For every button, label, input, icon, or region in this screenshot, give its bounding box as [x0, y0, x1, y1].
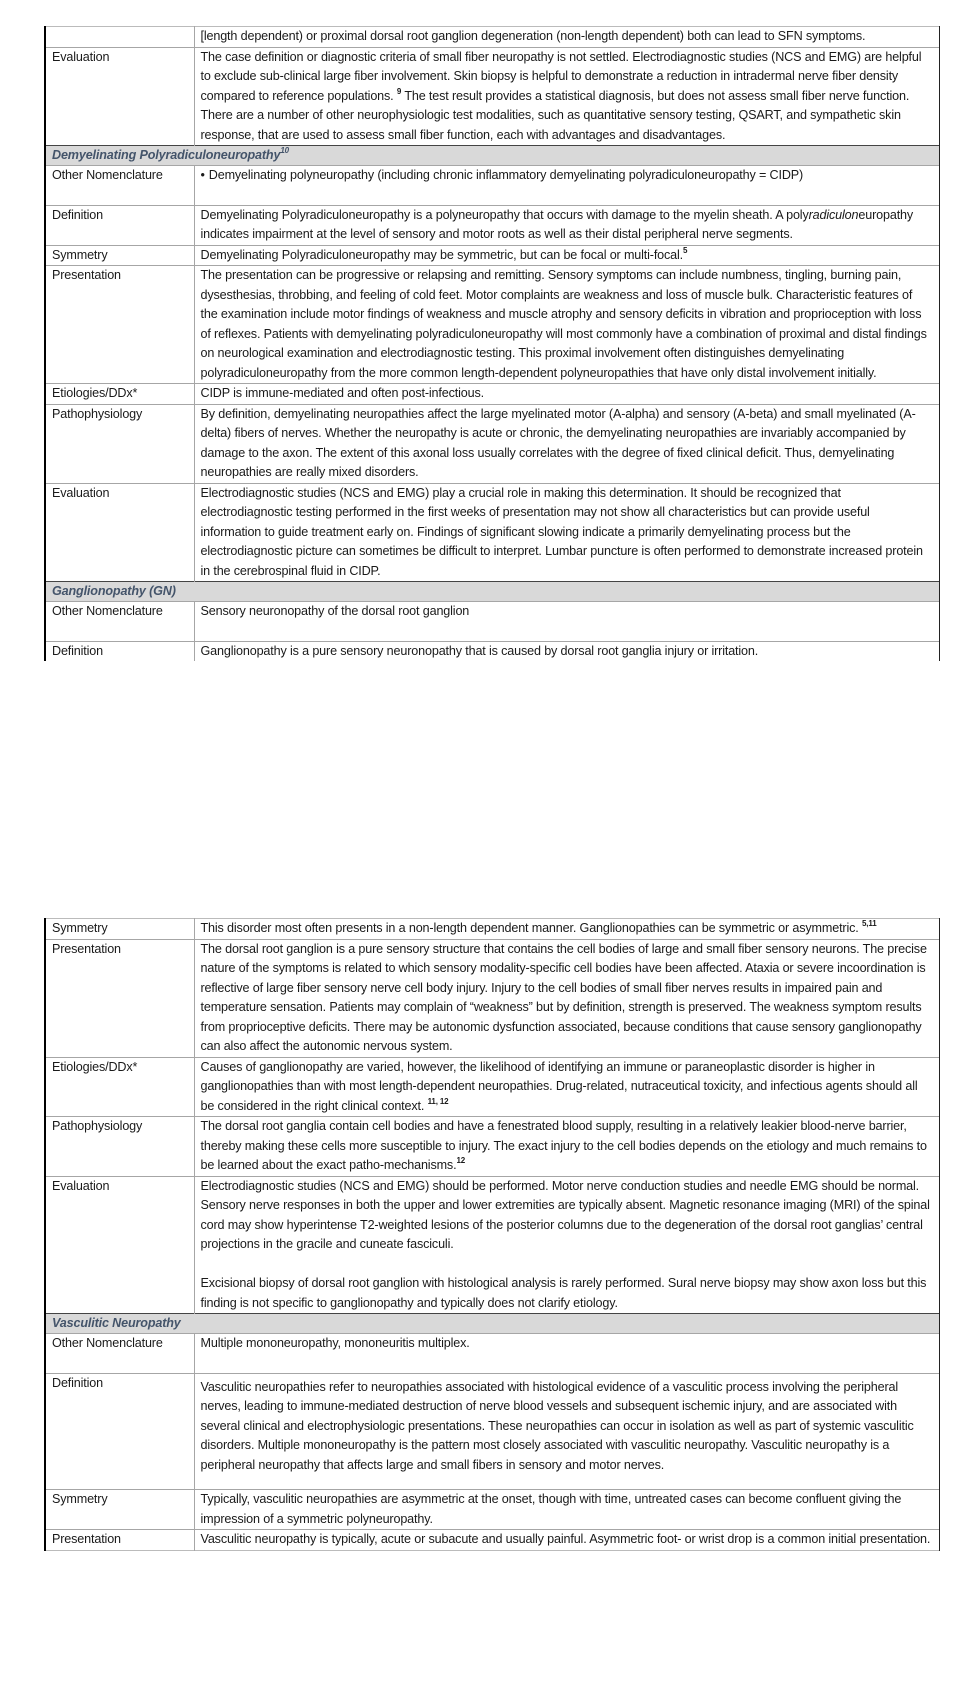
table-row — [45, 483, 939, 582]
row-content — [194, 1333, 939, 1373]
row-label: Evaluation — [45, 47, 194, 146]
content-text: Sensory neuronopathy of the dorsal root ganglion — [200, 603, 470, 618]
content-text: Multiple mononeuropathy, mononeuritis multiplex. — [200, 1335, 470, 1350]
row-content: [length dependent) or proximal dorsal root ganglion degeneration (non-length dependent) both can lead to SFN symptoms. — [194, 27, 939, 48]
row-label: Other Nomenclature — [45, 1333, 194, 1373]
row-content — [194, 245, 939, 266]
section-title: Vasculitic Neuropathy — [45, 1314, 939, 1334]
row-label: Pathophysiology — [45, 1117, 194, 1177]
row-label: Presentation — [45, 939, 194, 1057]
table-row — [45, 1333, 939, 1373]
row-content: Electrodiagnostic studies (NCS and EMG) play a crucial role in making this determination. It should be recognized that electrodiagnostic testing performed in the first weeks of presentation may not show all characteristics but can provide useful information to guide treatment early on. Findings of significant slowing indicate a primarily demyelinating process but the electrodiagnostic picture can sometimes be difficult to interpret. Lumbar puncture is often performed to demonstrate increased protein in the cerebrospinal fluid in CIDP. — [194, 483, 939, 582]
row-content: By definition, demyelinating neuropathies affect the large myelinated motor (A-alpha) and sensory (A-beta) and small myelinated (A-delta) fibers of nerves. Whether the neuropathy is acute or chronic, the demyelinating neuropathies are invariably accompanied by damage to the axon. The extent of this axonal loss usually correlates with the degree of fixed clinical deficit. Thus, demyelinating neuropathies are really mixed disorders. — [194, 404, 939, 483]
section-header-row — [45, 1314, 939, 1334]
table-row — [45, 245, 939, 266]
row-label: Etiologies/DDx* — [45, 1057, 194, 1117]
citation-superscript: 12 — [456, 1156, 466, 1165]
document-page-1 — [44, 26, 938, 661]
table-row — [45, 1057, 939, 1117]
neuropathy-table-page-1 — [44, 26, 940, 661]
content-text: Demyelinating polyneuropathy (including chronic inflammatory demyelinating polyradiculoneuropathy = CIDP) — [208, 167, 804, 182]
section-title — [45, 146, 939, 166]
row-content — [194, 1057, 939, 1117]
citation-superscript: 5 — [683, 245, 688, 255]
table-row — [45, 939, 939, 1057]
row-content — [194, 1117, 939, 1177]
table-row — [45, 165, 939, 205]
table-row — [45, 384, 939, 405]
content-text: The test result provides a statistical diagnosis, but does not assess small fiber nerve function. There are a number of other neurophysiologic test modalities, such as quantitative sensory testing, QSART, and sympathetic skin response, that are used to assess small fiber function, each with advantages and disadvantages. — [200, 88, 910, 142]
content-text: Electrodiagnostic studies (NCS and EMG) should be performed. Motor nerve conduction studies and needle EMG should be normal. Sensory nerve responses in both the upper and lower extremities are typically absent. Magnetic resonance imaging (MRI) of the spinal cord may show hyperintense T2-weighted lesions of the posterior columns due to the degeneration of the dorsal root ganglias’ central projections in the gracile and cuneate fasciculi. — [200, 1178, 930, 1251]
row-label: Definition — [45, 1373, 194, 1490]
row-label: Definition — [45, 641, 194, 661]
row-content — [194, 1176, 939, 1314]
table-row — [45, 47, 939, 146]
row-label: Other Nomenclature — [45, 165, 194, 205]
table-row — [45, 1530, 939, 1551]
content-italic: radiculon — [808, 207, 859, 222]
row-content: The presentation can be progressive or relapsing and remitting. Sensory symptoms can include numbness, tingling, burning pain, dysesthesias, throbbing, and feeling of cold feet. Motor complaints are weakness and loss of muscle bulk. Characteristic features of the examination include motor findings of weakness and muscle atrophy and sensory deficits in vibration and proprioception with loss of reflexes. Patients with demyelinating polyradiculoneuropathy will most commonly have a combination of proximal and distal findings on neurological examination and electrodiagnostic testing. This proximal involvement often distinguishes demyelinating polyradiculoneuropathy from the more common length-dependent polyneuropathies that have only distal involvement initially. — [194, 266, 939, 384]
row-content: CIDP is immune-mediated and often post-infectious. — [194, 384, 939, 405]
content-text: Excisional biopsy of dorsal root ganglion with histological analysis is rarely performed. Sural nerve biopsy may show axon loss but this finding is not specific to ganglionopathy and typically does not clarify etiology. — [200, 1276, 927, 1310]
row-content — [194, 205, 939, 245]
table-row — [45, 601, 939, 641]
table-row — [45, 1176, 939, 1314]
table-row — [45, 641, 939, 661]
section-title-text: Demyelinating Polyradiculoneuropathy — [52, 148, 281, 162]
row-content — [194, 47, 939, 146]
row-content — [194, 601, 939, 641]
row-label: Etiologies/DDx* — [45, 384, 194, 405]
row-label: Definition — [45, 205, 194, 245]
row-label: Symmetry — [45, 1490, 194, 1530]
section-title: Ganglionopathy (GN) — [45, 582, 939, 602]
citation-superscript: 5,11 — [861, 919, 877, 928]
citation-superscript: 9 — [396, 86, 402, 96]
document-page-2 — [44, 918, 938, 1551]
content-text: Vasculitic neuropathies refer to neuropathies associated with histological evidence of a vasculitic process involving the peripheral nerves, leading to immune-mediated destruction of nerve blood vessels and subsequent ischemic injury, and are associated with several clinical and electrophysiologic presentations. These neuropathies can occur in isolation as well as part of systemic vasculitic disorders. Multiple mononeuropathy is the pattern most closely associated with vasculitic neuropathy. Vasculitic neuropathy is a peripheral neuropathy that affects large and small fibers in sensory and motor nerves. — [200, 1379, 914, 1472]
row-label: Presentation — [45, 266, 194, 384]
table-row — [45, 205, 939, 245]
content-text: The dorsal root ganglia contain cell bodies and have a fenestrated blood supply, resulting in a relatively leakier blood-nerve barrier, thereby making these cells more susceptible to injury. The exact injury to the cell bodies depends on the etiology and much remains to be learned about the exact patho-mechanisms. — [200, 1119, 927, 1172]
neuropathy-table-page-2 — [44, 918, 940, 1551]
table-row — [45, 1373, 939, 1490]
table-row — [45, 1117, 939, 1177]
row-content: Vasculitic neuropathy is typically, acute or subacute and usually painful. Asymmetric foot- or wrist drop is a common initial presentation. — [194, 1530, 939, 1551]
table-row — [45, 27, 939, 48]
row-label: Symmetry — [45, 245, 194, 266]
section-header-row — [45, 146, 939, 166]
section-header-row — [45, 582, 939, 602]
content-text: Causes of ganglionopathy are varied, however, the likelihood of identifying an immune or paraneoplastic disorder is higher in ganglionopathies than with most length-dependent neuropathies. Drug-related, nutraceutical toxicity, and infectious agents should all be considered in the right clinical context. — [200, 1059, 918, 1113]
row-content — [194, 1373, 939, 1490]
row-label: Other Nomenclature — [45, 601, 194, 641]
content-text: This disorder most often presents in a non-length dependent manner. Ganglionopathies can be symmetric or asymmetric. — [200, 921, 862, 935]
row-content — [194, 919, 939, 940]
row-label: Symmetry — [45, 919, 194, 940]
citation-superscript: 11, 12 — [427, 1096, 449, 1106]
row-label: Evaluation — [45, 1176, 194, 1314]
row-content: The dorsal root ganglion is a pure sensory structure that contains the cell bodies of large and small fiber sensory neurons. The precise nature of the symptoms is related to which sensory modality-specific cell bodies have been affected. Ataxia or severe incoordination is reflective of large fiber sensory nerve cell body injury. Injury to the cell bodies of small fiber nerves results in impaired pain and temperature sensation. Patients may complain of “weakness” but by definition, strength is preserved. The weakness symptom results from proprioceptive deficits. There may be autonomic dysfunction associated, because conditions that cause sensory ganglionopathy can also affect the autonomic nervous system. — [194, 939, 939, 1057]
row-label: Evaluation — [45, 483, 194, 582]
table-row — [45, 919, 939, 940]
bullet-icon: • — [200, 167, 205, 182]
row-label: Presentation — [45, 1530, 194, 1551]
content-text: Demyelinating Polyradiculoneuropathy is a polyneuropathy that occurs with damage to the myelin sheath. A poly — [200, 207, 809, 222]
citation-superscript: 10 — [280, 146, 289, 155]
row-content: Ganglionopathy is a pure sensory neuronopathy that is caused by dorsal root ganglia injury or irritation. — [194, 641, 939, 661]
table-row — [45, 1490, 939, 1530]
content-text: europathy indicates impairment at the level of sensory and motor roots as well as their distal peripheral nerve segments. — [200, 207, 914, 241]
table-row — [45, 266, 939, 384]
table-row — [45, 404, 939, 483]
row-content — [194, 165, 939, 205]
content-text: The case definition or diagnostic criteria of small fiber neuropathy is not settled. Electrodiagnostic studies (NCS and EMG) are helpful to exclude sub-clinical large fiber involvement. Skin biopsy is helpful to demonstrate a reduction in intradermal nerve fiber density compared to reference populations. — [200, 49, 922, 103]
row-label — [45, 27, 194, 48]
content-text: Demyelinating Polyradiculoneuropathy may be symmetric, but can be focal or multi-focal. — [200, 247, 684, 262]
row-label: Pathophysiology — [45, 404, 194, 483]
row-content: Typically, vasculitic neuropathies are asymmetric at the onset, though with time, untreated cases can become confluent giving the impression of a symmetric polyneuropathy. — [194, 1490, 939, 1530]
